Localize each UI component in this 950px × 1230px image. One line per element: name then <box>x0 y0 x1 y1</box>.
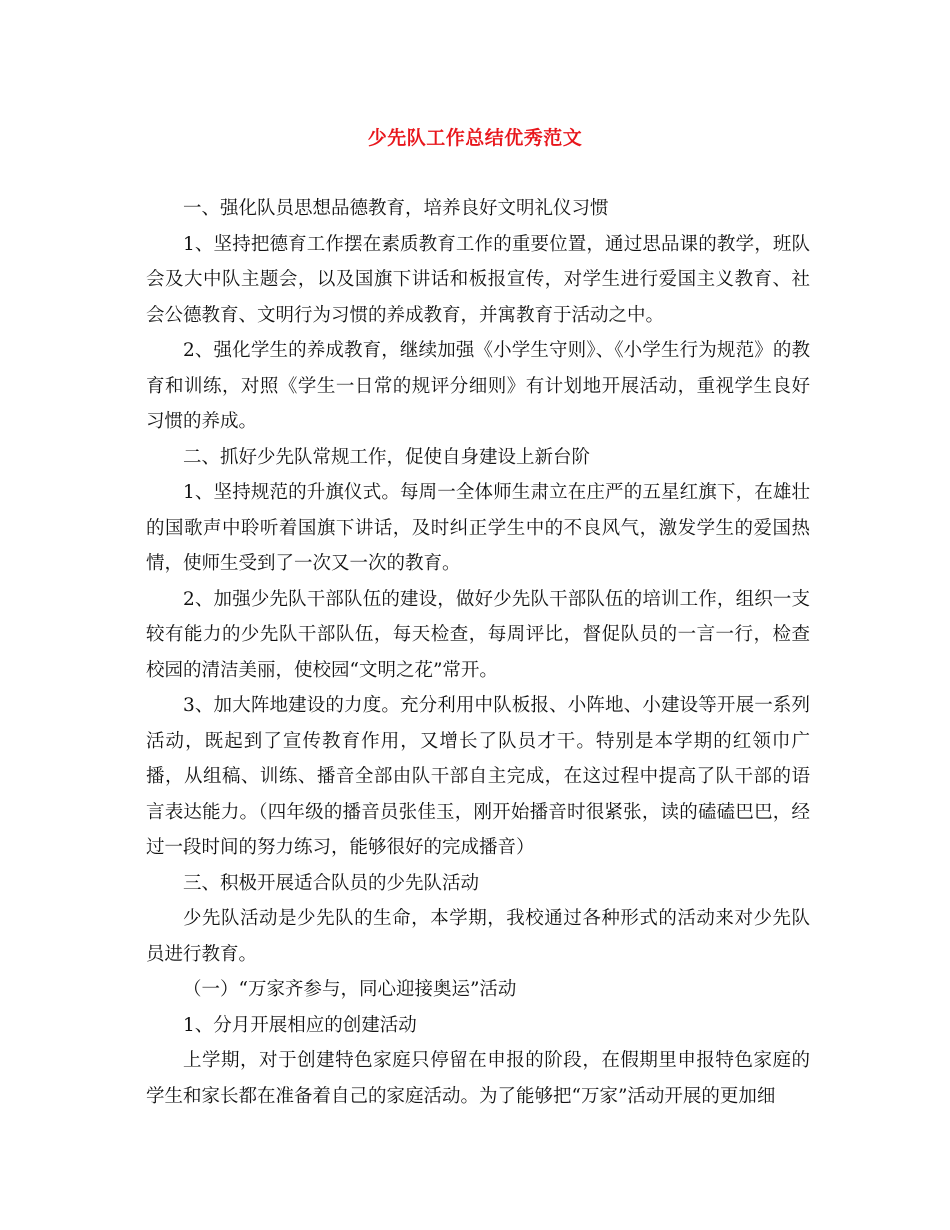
paragraph: 三、积极开展适合队员的少先队活动 <box>183 872 480 894</box>
paragraph: （一）“万家齐参与，同心迎接奥运”活动 <box>183 979 517 1000</box>
paragraph: 2、强化学生的养成教育，继续加强《小学生守则》、《小学生行为规范》的教育和训练，对照《学生一日常的规评分细则》有计划地开展活动，重视学生良好习惯的养成。 <box>146 340 810 432</box>
document-body <box>146 191 810 1114</box>
paragraph: 1、分月开展相应的创建活动 <box>183 1014 417 1036</box>
paragraph: 少先队活动是少先队的生命，本学期，我校通过各种形式的活动来对少先队员进行教育。 <box>146 908 810 965</box>
paragraph: 1、坚持规范的升旗仪式。每周一全体师生肃立在庄严的五星红旗下，在雄壮的国歌声中聆听着国旗下讲话，及时纠正学生中的不良风气，激发学生的爱国热情，使师生受到了一次又一次的教育。 <box>146 482 810 574</box>
paragraph: 一、强化队员思想品德教育，培养良好文明礼仪习惯 <box>183 198 609 219</box>
document-title: 少先队工作总结优秀范文 <box>367 127 583 149</box>
paragraph: 2、加强少先队干部队伍的建设，做好少先队干部队伍的培训工作，组织一支较有能力的少先队干部队伍，每天检查，每周评比，督促队员的一言一行，检查校园的清洁美丽，使校园“文明之花”常开。 <box>146 588 810 681</box>
paragraph: 1、坚持把德育工作摆在素质教育工作的重要位置，通过思品课的教学，班队会及大中队主题会，以及国旗下讲话和板报宣传，对学生进行爱国主义教育、社会公德教育、文明行为习惯的养成教育，并寓教育于活动之中。 <box>146 233 810 326</box>
paragraph: 上学期，对于创建特色家庭只停留在申报的阶段，在假期里申报特色家庭的学生和家长都在准备着自己的家庭活动。为了能够把“万家”活动开展的更加细 <box>146 1050 810 1107</box>
paragraph: 二、抓好少先队常规工作，促使自身建设上新台阶 <box>183 446 591 468</box>
paragraph: 3、加大阵地建设的力度。充分利用中队板报、小阵地、小建设等开展一系列活动，既起到了宣传教育作用，又增长了队员才干。特别是本学期的红领巾广播，从组稿、训练、播音全部由队干部自主完成，在这过程中提高了队干部的语言表达能力。（四年级的播音员张佳玉，刚开始播音时很紧张，读的磕磕巴巴，经过一段时间的努力练习，能够很好的完成播音） <box>146 695 810 858</box>
